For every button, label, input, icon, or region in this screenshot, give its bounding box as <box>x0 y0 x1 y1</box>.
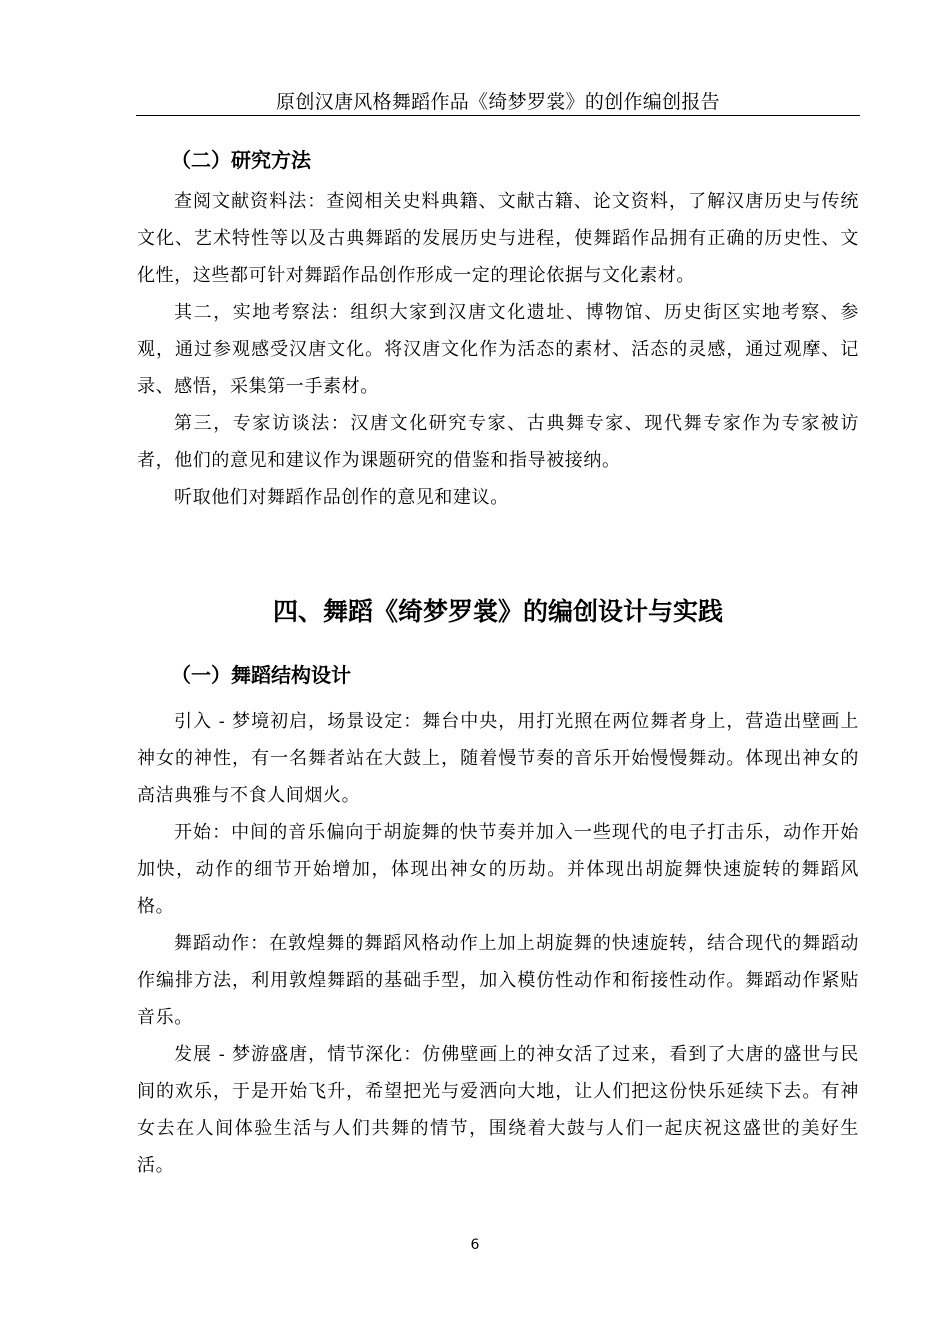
subheading-structure-design: （一）舞蹈结构设计 <box>171 663 351 687</box>
page-body <box>137 140 859 1184</box>
paragraph-listen-advice: 听取他们对舞蹈作品创作的意见和建议。 <box>174 487 509 508</box>
paragraph-introduction: 引入 - 梦境初启，场景设定：舞台中央，用打光照在两位舞者身上，营造出壁画上神女的神性，有一名舞者站在大鼓上，随着慢节奏的音乐开始慢慢舞动。体现出神女的高洁典雅与不食人间烟火。 <box>137 711 859 806</box>
paragraph-literature-method: 查阅文献资料法：查阅相关史料典籍、文献古籍、论文资料，了解汉唐历史与传统文化、艺术特性等以及古典舞蹈的发展历史与进程，使舞蹈作品拥有正确的历史性、文化性，这些都可针对舞蹈作品创作形成一定的理论依据与文化素材。 <box>137 191 859 286</box>
running-header-title: 原创汉唐风格舞蹈作品《绮梦罗裳》的创作编创报告 <box>276 91 720 113</box>
paragraph-beginning: 开始：中间的音乐偏向于胡旋舞的快节奏并加入一些现代的电子打击乐，动作开始加快，动作的细节开始增加，体现出神女的历劫。并体现出胡旋舞快速旋转的舞蹈风格。 <box>137 822 859 917</box>
subheading-research-methods: （二）研究方法 <box>171 148 311 172</box>
paragraph-dance-movements: 舞蹈动作：在敦煌舞的舞蹈风格动作上加上胡旋舞的快速旋转，结合现代的舞蹈动作编排方法，利用敦煌舞蹈的基础手型，加入模仿性动作和衔接性动作。舞蹈动作紧贴音乐。 <box>137 933 859 1028</box>
paragraph-field-survey-method: 其二，实地考察法：组织大家到汉唐文化遗址、博物馆、历史街区实地考察、参观，通过参观感受汉唐文化。将汉唐文化作为活态的素材、活态的灵感，通过观摩、记录、感悟，采集第一手素材。 <box>137 302 859 397</box>
paragraph-development: 发展 - 梦游盛唐，情节深化：仿佛壁画上的神女活了过来，看到了大唐的盛世与民间的欢乐，于是开始飞升，希望把光与爱洒向大地，让人们把这份快乐延续下去。有神女去在人间体验生活与人们共舞的情节，围绕着大鼓与人们一起庆祝这盛世的美好生活。 <box>137 1044 859 1176</box>
paragraph-expert-interview-method: 第三，专家访谈法：汉唐文化研究专家、古典舞专家、现代舞专家作为专家被访者，他们的意见和建议作为课题研究的借鉴和指导被接纳。 <box>137 413 859 471</box>
header-rule <box>136 115 860 116</box>
page-number: 6 <box>470 1237 480 1253</box>
section-heading-choreography: 四、舞蹈《绮梦罗裳》的编创设计与实践 <box>272 597 723 626</box>
